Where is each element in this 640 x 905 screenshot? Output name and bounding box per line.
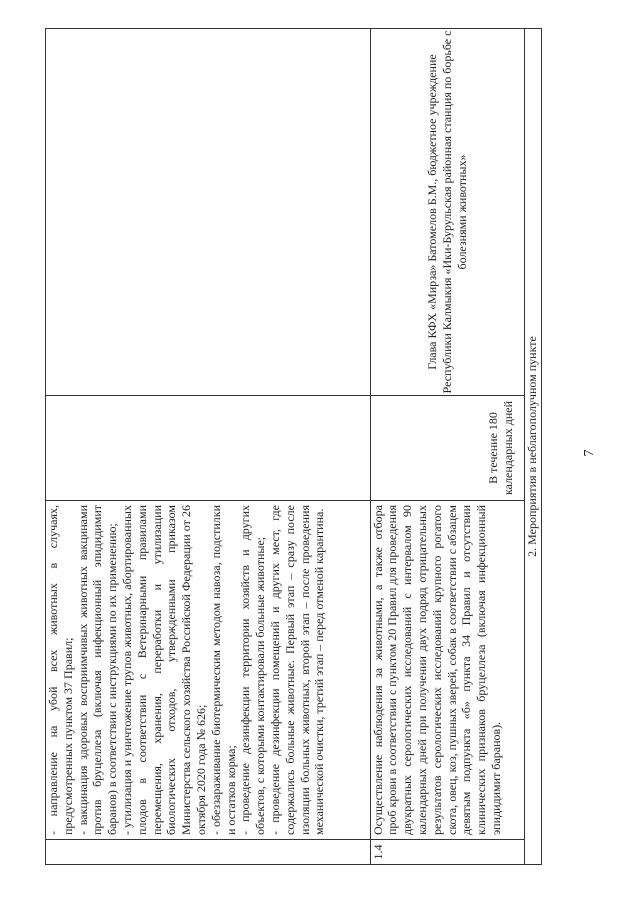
paragraph: - проведение дезинфекции помещений и других мест, где содержались больные животные. Первый этап – сразу после изоляции больных животных, второй этап – после проведения механической очистки, третий этап – перед отменой карантина.: [267, 505, 327, 835]
paragraph: - обеззараживание биотермическим методом навоза, подстилки и остатков корма;: [208, 505, 238, 835]
page-number: 7: [582, 449, 597, 457]
measures-text: [46, 501, 371, 840]
table-row: [46, 29, 371, 865]
paragraph: - вакцинация здоровых восприимчивых животных вакцинами против бруцеллеза (включая инфекционный эпидидимит баранов) в соответствии с инструкциями по их применению;: [75, 505, 120, 835]
responsible-cell: Глава КФХ «Мирза» Батомелов Б.М., бюджетное учреждение Республики Калмыкия «Ики-Бурульская районная станция по борьбе с болезнями животных»: [370, 29, 524, 396]
paragraph: - направление на убой всех животных в случаях, предусмотренных пунктом 37 Правил;: [46, 505, 75, 835]
measures-text: [370, 501, 524, 840]
section-heading: 2. Мероприятия в неблагополучном пункте: [525, 29, 542, 865]
term-cell: В течение 180 календарных дней: [370, 396, 524, 501]
rotated-table-wrapper: [45, 30, 565, 865]
row-number: [46, 840, 371, 865]
section-heading-row: [525, 29, 542, 865]
row-number: 1.4: [370, 840, 524, 865]
table-row: [370, 29, 524, 865]
paragraph: Осуществление наблюдения за животными, а также отбора проб крови в соответствии с пунктом 20 Правил для проведения двукратных серологических исследований с интервалом 90 календарных дней при получении двух подряд отрицательных результатов серологических исследований крупного рогатого скота, овец, коз, пушных зверей, собак в соответствии с абзацем девятым подпункта «б» пункта 34 Правил и отсутствии клинических признаков бруцеллеза (включая инфекционный эпидидимит баранов).: [370, 505, 503, 835]
paragraph: - утилизация и уничтожение трупов животных, абортированных плодов в соответствии с Ветеринарными правилами перемещения, хранения, переработки и утилизации биологических отходов, утвержденными приказом Министерства сельского хозяйства Российской Федерации от 26 октября 2020 года № 626;: [119, 505, 208, 835]
paragraph: - проведение дезинфекции территории хозяйств и других объектов, с которыми контактировали больные животные;: [238, 505, 268, 835]
measures-table: [45, 28, 542, 865]
term-cell: [46, 396, 371, 501]
responsible-cell: [46, 29, 371, 396]
